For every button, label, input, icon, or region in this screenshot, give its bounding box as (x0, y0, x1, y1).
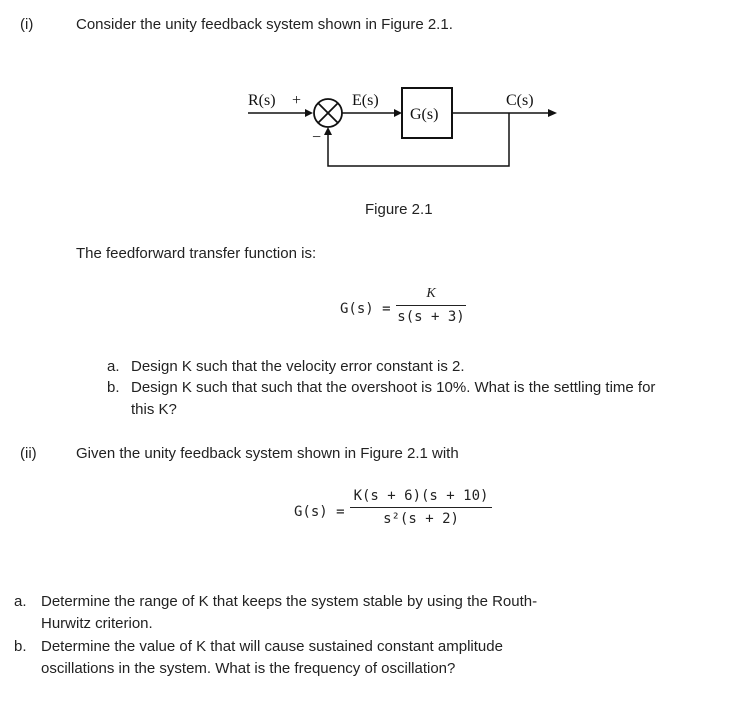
q-i-a-marker: a. (107, 358, 120, 375)
plus-sign: + (292, 92, 302, 109)
part-i-intro: Consider the unity feedback system shown in Figure 2.1. (76, 16, 453, 33)
q-ii-a-line2: Hurwitz criterion. (41, 615, 153, 632)
q-i-a-text: Design K such that the velocity error constant is 2. (131, 358, 465, 375)
eq1-fraction (396, 285, 466, 326)
feedback-arrowhead (324, 127, 332, 135)
error-label: E(s) (352, 92, 379, 109)
part-ii-intro: Given the unity feedback system shown in Figure 2.1 with (76, 445, 459, 462)
input-arrowhead (305, 109, 313, 117)
eq1-fraction-bar (396, 305, 466, 306)
q-ii-b-marker: b. (14, 638, 27, 655)
eq1-numerator: K (426, 286, 436, 301)
part-ii-marker: (ii) (20, 445, 37, 462)
q-ii-a-marker: a. (14, 593, 27, 610)
output-arrowhead (548, 109, 557, 117)
q-i-b-line2: this K? (131, 401, 177, 418)
q-ii-b-line1: Determine the value of K that will cause sustained constant amplitude (41, 638, 503, 655)
eq1-denominator: s(s + 3) (397, 309, 465, 325)
q-i-b-marker: b. (107, 379, 120, 396)
q-ii-b-line2: oscillations in the system. What is the frequency of oscillation? (41, 660, 456, 677)
error-arrowhead (394, 109, 402, 117)
minus-sign: − (312, 129, 322, 146)
block-label: G(s) (410, 106, 439, 123)
q-ii-a-line1: Determine the range of K that keeps the system stable by using the Routh- (41, 593, 538, 610)
part-i-marker: (i) (20, 16, 34, 33)
eq2-numerator: K(s + 6)(s + 10) (353, 488, 489, 504)
output-label: C(s) (506, 92, 534, 109)
feedforward-text: The feedforward transfer function is: (76, 245, 317, 262)
eq2-fraction (350, 487, 492, 528)
eq2-lhs: G(s) = (294, 504, 345, 520)
summing-junction (314, 99, 342, 127)
eq2-fraction-bar (350, 507, 492, 508)
input-label: R(s) (248, 92, 276, 109)
eq2-denominator: s²(s + 2) (383, 511, 459, 527)
eq1-lhs: G(s) = (340, 301, 391, 317)
figure-caption: Figure 2.1 (365, 201, 433, 218)
q-i-b-line1: Design K such that such that the overshoot is 10%. What is the settling time for (131, 379, 656, 396)
